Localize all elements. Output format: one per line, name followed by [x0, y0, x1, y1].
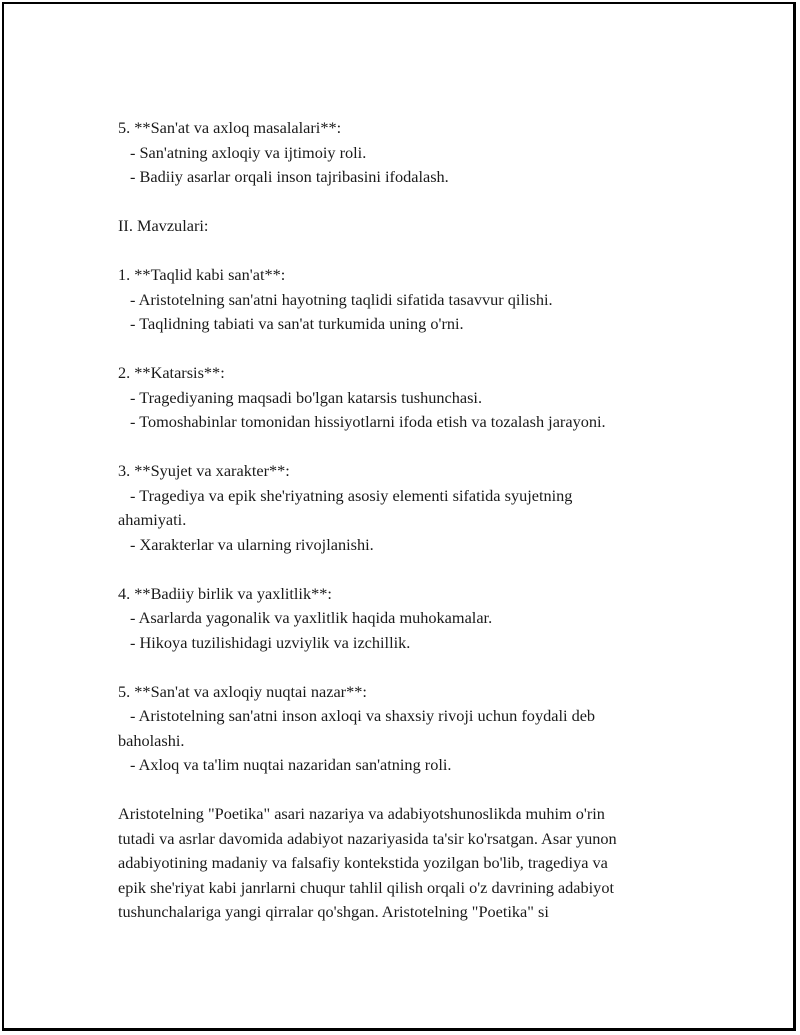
topic-3 — [118, 459, 698, 557]
paragraph-line: tushunchalariga yangi qirralar qo'shgan. Aristotelning "Poetika" si — [118, 902, 549, 921]
section-heading: 5. **San'at va axloq masalalari**: — [118, 118, 342, 137]
list-item: - Aristotelning san'atni inson axloqi va shaxsiy rivoji uchun foydali deb — [130, 706, 596, 725]
topic-4 — [118, 582, 698, 656]
paragraph-line: epik she'riyat kabi janrlarni chuqur tahlil qilish orqali o'z davrining adabiyot — [118, 877, 614, 897]
list-item: - Tomoshabinlar tomonidan hissiyotlarni ifoda etish va tozalash jarayoni. — [130, 412, 606, 431]
document-body — [118, 116, 698, 925]
topic-heading: 4. **Badiiy birlik va yaxlitlik**: — [118, 583, 332, 603]
list-item: - Taqlidning tabiati va san'at turkumida uning o'rni. — [130, 314, 464, 333]
list-item: - Badiiy asarlar orqali inson tajribasini ifodalash. — [130, 167, 449, 186]
paragraph-line: tutadi va asrlar davomida adabiyot nazariyasida ta'sir ko'rsatgan. Asar yunon — [118, 828, 617, 848]
topic-5 — [118, 680, 698, 778]
topic-heading: 1. **Taqlid kabi san'at**: — [118, 265, 286, 284]
list-item: - Tragediyaning maqsadi bo'lgan katarsis tushunchasi. — [130, 387, 483, 407]
section-two-heading: II. Mavzulari: — [118, 216, 209, 235]
list-item: - Hikoya tuzilishidagi uzviylik va izchillik. — [130, 632, 411, 652]
topic-heading: 5. **San'at va axloqiy nuqtai nazar**: — [118, 681, 367, 701]
list-item: - Asarlarda yagonalik va yaxlitlik haqida muhokamalar. — [130, 608, 493, 627]
list-item: - Aristotelning san'atni hayotning taqlidi sifatida tasavvur qilishi. — [130, 289, 553, 309]
topic-1 — [118, 263, 698, 337]
list-item: - Tragediya va epik she'riyatning asosiy elementi sifatida syujetning — [130, 485, 573, 505]
closing-paragraph — [118, 802, 698, 925]
list-item: - Xarakterlar va ularning rivojlanishi. — [130, 534, 374, 554]
paragraph-line: Aristotelning "Poetika" asari nazariya va adabiyotshunoslikda muhim o'rin — [118, 804, 605, 823]
list-item: - Axloq va ta'lim nuqtai nazaridan san'atning roli. — [130, 755, 452, 774]
topic-heading: 2. **Katarsis**: — [118, 363, 225, 382]
topic-heading: 3. **Syujet va xarakter**: — [118, 461, 290, 480]
list-item-continuation: ahamiyati. — [118, 510, 187, 529]
topic-2 — [118, 361, 698, 435]
list-item: - San'atning axloqiy va ijtimoiy roli. — [130, 142, 367, 162]
list-item-continuation: baholashi. — [118, 730, 185, 750]
paragraph-line: adabiyotining madaniy va falsafiy kontekstida yozilgan bo'lib, tragediya va — [118, 853, 608, 872]
section-five-a — [118, 116, 698, 190]
